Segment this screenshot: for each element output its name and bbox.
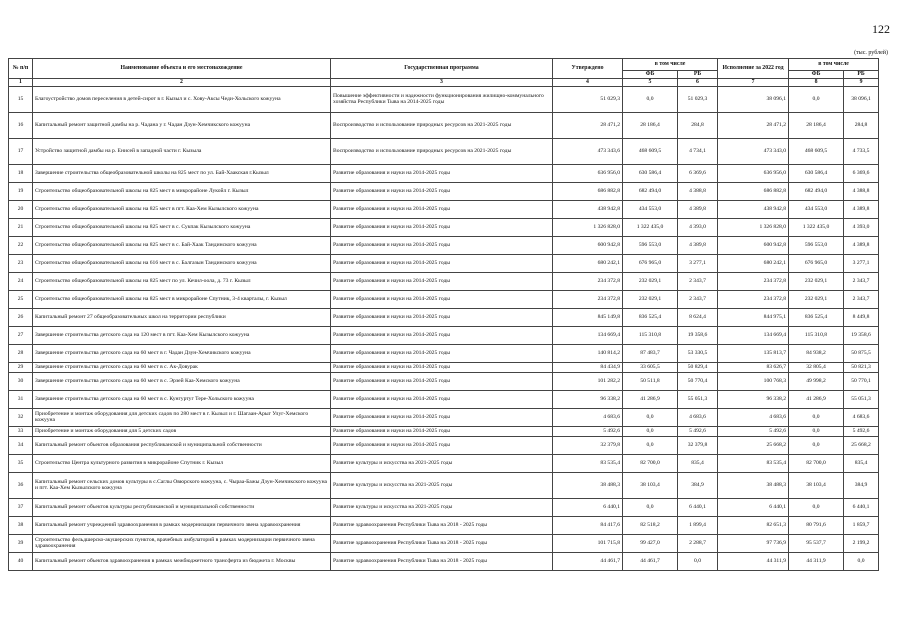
- state-program: Развитие здравоохранения Республики Тыва на 2018 - 2025 годы: [331, 552, 553, 570]
- execution-rb: 4 389,8: [844, 200, 879, 218]
- approved-rb: 2 343,7: [678, 290, 718, 308]
- approved-amount: 96 338,2: [553, 390, 623, 408]
- approved-amount: 38 488,3: [553, 472, 623, 498]
- header-name: Наименование объекта и его местонахождение: [33, 59, 331, 79]
- header-index: 8: [789, 79, 844, 87]
- row-number: 38: [9, 516, 33, 534]
- row-number: 32: [9, 408, 33, 426]
- state-program: Воспроизводство и использование природных ресурсов на 2021-2025 годы: [331, 138, 553, 164]
- execution-amount: 686 882,8: [718, 182, 789, 200]
- table-row: [9, 86, 879, 112]
- table-row: [9, 516, 879, 534]
- approved-fb: 0,0: [623, 86, 678, 112]
- execution-fb: 49 998,2: [789, 372, 844, 390]
- state-program: Развитие образования и науки на 2014-2025 годы: [331, 308, 553, 326]
- approved-fb: 682 494,0: [623, 182, 678, 200]
- state-program: Развитие образования и науки на 2014-2025 годы: [331, 182, 553, 200]
- approved-fb: 50 511,8: [623, 372, 678, 390]
- execution-fb: 32 805,4: [789, 362, 844, 372]
- execution-fb: 836 525,4: [789, 308, 844, 326]
- execution-amount: 473 343,0: [718, 138, 789, 164]
- approved-fb: 232 029,1: [623, 272, 678, 290]
- table-row: [9, 372, 879, 390]
- object-name: Капитальный ремонт сельских домов культуры в с.Саглы Овюрского кожууна, с. Чыраа-Бажы Дзун-Хемчикского кожууна и пгт. Каа-Хем Кызылского кожууна: [33, 472, 331, 498]
- execution-fb: 0,0: [789, 436, 844, 454]
- approved-fb: 115 310,8: [623, 326, 678, 344]
- table-row: [9, 236, 879, 254]
- execution-amount: 844 975,1: [718, 308, 789, 326]
- table-row: [9, 344, 879, 362]
- row-number: 25: [9, 290, 33, 308]
- execution-amount: 38 488,3: [718, 472, 789, 498]
- budget-table: [8, 58, 879, 571]
- approved-amount: 101 282,2: [553, 372, 623, 390]
- header-rb-2: РБ: [844, 71, 879, 79]
- execution-rb: 6 440,1: [844, 498, 879, 516]
- object-name: Капитальный ремонт объектов образования республиканской и муниципальной собственности: [33, 436, 331, 454]
- approved-rb: 19 358,6: [678, 326, 718, 344]
- execution-amount: 600 942,8: [718, 236, 789, 254]
- approved-rb: 1 899,4: [678, 516, 718, 534]
- row-number: 31: [9, 390, 33, 408]
- execution-fb: 676 965,0: [789, 254, 844, 272]
- execution-fb: 1 322 435,0: [789, 218, 844, 236]
- header-execution: Исполнение за 2022 год: [718, 59, 789, 79]
- object-name: Благоустройство домов переселения в детей-сирот в г. Кызыл и с. Хову-Аксы Чеди-Хольского кожууна: [33, 86, 331, 112]
- state-program: Развитие здравоохранения Республики Тыва на 2018 - 2025 годы: [331, 516, 553, 534]
- page-number: 122: [872, 22, 890, 36]
- execution-fb: 95 537,7: [789, 534, 844, 552]
- approved-amount: 4 683,6: [553, 408, 623, 426]
- approved-amount: 438 942,8: [553, 200, 623, 218]
- execution-rb: 1 859,7: [844, 516, 879, 534]
- state-program: Развитие образования и науки на 2014-2025 годы: [331, 272, 553, 290]
- approved-amount: 1 326 828,0: [553, 218, 623, 236]
- object-name: Строительство общеобразовательной школы на 825 мест в с. Бай-Хаак Тандинского кожууна: [33, 236, 331, 254]
- execution-rb: 835,4: [844, 454, 879, 472]
- approved-fb: 434 553,0: [623, 200, 678, 218]
- state-program: Развитие образования и науки на 2014-2025 годы: [331, 290, 553, 308]
- row-number: 40: [9, 552, 33, 570]
- object-name: Строительство общеобразовательной школы на 825 мест в пгт. Каа-Хем Кызылского кожууна: [33, 200, 331, 218]
- approved-rb: 8 624,4: [678, 308, 718, 326]
- approved-rb: 51 029,3: [678, 86, 718, 112]
- execution-fb: 232 029,1: [789, 290, 844, 308]
- table-row: [9, 390, 879, 408]
- execution-fb: 232 029,1: [789, 272, 844, 290]
- execution-rb: 38 096,1: [844, 86, 879, 112]
- approved-amount: 134 669,4: [553, 326, 623, 344]
- state-program: Развитие образования и науки на 2014-2025 годы: [331, 164, 553, 182]
- table-row: [9, 182, 879, 200]
- object-name: Завершение строительства детского сада на 60 мест в с. Ак-Довурак: [33, 362, 331, 372]
- approved-amount: 680 242,1: [553, 254, 623, 272]
- approved-rb: 2 343,7: [678, 272, 718, 290]
- row-number: 23: [9, 254, 33, 272]
- header-index: 6: [678, 79, 718, 87]
- execution-amount: 4 683,6: [718, 408, 789, 426]
- table-row: [9, 272, 879, 290]
- approved-fb: 82 518,2: [623, 516, 678, 534]
- row-number: 36: [9, 472, 33, 498]
- row-number: 16: [9, 112, 33, 138]
- execution-rb: 4 389,8: [844, 236, 879, 254]
- execution-fb: 82 700,0: [789, 454, 844, 472]
- execution-fb: 41 286,9: [789, 390, 844, 408]
- object-name: Строительство Центра культурного развития в микрорайоне Спутник г. Кызыл: [33, 454, 331, 472]
- object-name: Завершение строительства детского сада на 60 мест в с. Эрзей Каа-Хемского кожууна: [33, 372, 331, 390]
- execution-amount: 1 326 828,0: [718, 218, 789, 236]
- row-number: 33: [9, 426, 33, 436]
- row-number: 30: [9, 372, 33, 390]
- table-row: [9, 218, 879, 236]
- execution-fb: 28 186,4: [789, 112, 844, 138]
- execution-rb: 0,0: [844, 552, 879, 570]
- object-name: Капитальный ремонт 27 общеобразовательных школ на территории республики: [33, 308, 331, 326]
- approved-rb: 4 388,8: [678, 182, 718, 200]
- execution-rb: 4 733,5: [844, 138, 879, 164]
- approved-fb: 0,0: [623, 408, 678, 426]
- object-name: Устройство защитной дамбы на р. Енисей в западной части г. Кызыла: [33, 138, 331, 164]
- execution-fb: 630 586,4: [789, 164, 844, 182]
- approved-amount: 28 471,2: [553, 112, 623, 138]
- header-including-2: в том числе: [789, 59, 879, 71]
- execution-fb: 596 553,0: [789, 236, 844, 254]
- execution-amount: 28 471,2: [718, 112, 789, 138]
- execution-amount: 100 768,3: [718, 372, 789, 390]
- execution-fb: 0,0: [789, 86, 844, 112]
- header-index-row: [9, 79, 879, 87]
- execution-amount: 680 242,1: [718, 254, 789, 272]
- execution-amount: 234 372,8: [718, 272, 789, 290]
- execution-amount: 134 669,4: [718, 326, 789, 344]
- state-program: Развитие образования и науки на 2014-2025 годы: [331, 390, 553, 408]
- approved-rb: 53 330,5: [678, 344, 718, 362]
- state-program: Развитие образования и науки на 2014-2025 годы: [331, 372, 553, 390]
- approved-fb: 630 586,4: [623, 164, 678, 182]
- approved-rb: 384,9: [678, 472, 718, 498]
- approved-fb: 28 186,4: [623, 112, 678, 138]
- execution-amount: 636 956,0: [718, 164, 789, 182]
- execution-fb: 0,0: [789, 408, 844, 426]
- execution-amount: 96 338,2: [718, 390, 789, 408]
- object-name: Капитальный ремонт защитной дамбы на р. Чадана у г. Чадан Дзун-Хемчикского кожууна: [33, 112, 331, 138]
- approved-rb: 0,0: [678, 552, 718, 570]
- approved-fb: 33 605,5: [623, 362, 678, 372]
- table-row: [9, 112, 879, 138]
- approved-fb: 87 483,7: [623, 344, 678, 362]
- approved-rb: 4 389,8: [678, 236, 718, 254]
- execution-rb: 2 343,7: [844, 272, 879, 290]
- row-number: 27: [9, 326, 33, 344]
- object-name: Строительство общеобразовательной школы на 825 мест в с. Сукпак Кызылского кожууна: [33, 218, 331, 236]
- approved-amount: 83 535,4: [553, 454, 623, 472]
- state-program: Развитие культуры и искусства на 2021-2025 годы: [331, 472, 553, 498]
- approved-fb: 41 286,9: [623, 390, 678, 408]
- row-number: 19: [9, 182, 33, 200]
- execution-fb: 38 103,4: [789, 472, 844, 498]
- header-fb-2: ФБ: [789, 71, 844, 79]
- state-program: Развитие образования и науки на 2014-2025 годы: [331, 200, 553, 218]
- execution-rb: 19 358,6: [844, 326, 879, 344]
- header-index: 3: [331, 79, 553, 87]
- header-fb: ФБ: [623, 71, 678, 79]
- approved-fb: 232 029,1: [623, 290, 678, 308]
- approved-amount: 84 434,9: [553, 362, 623, 372]
- state-program: Развитие образования и науки на 2014-2025 годы: [331, 436, 553, 454]
- approved-rb: 6 369,6: [678, 164, 718, 182]
- approved-amount: 6 440,1: [553, 498, 623, 516]
- execution-rb: 4 393,0: [844, 218, 879, 236]
- table-body: [9, 86, 879, 570]
- approved-rb: 50 770,4: [678, 372, 718, 390]
- execution-rb: 2 343,7: [844, 290, 879, 308]
- approved-fb: 44 461,7: [623, 552, 678, 570]
- table-row: [9, 426, 879, 436]
- approved-fb: 836 525,4: [623, 308, 678, 326]
- table-row: [9, 138, 879, 164]
- table-row: [9, 164, 879, 182]
- table-row: [9, 308, 879, 326]
- table-row: [9, 552, 879, 570]
- approved-amount: 51 029,3: [553, 86, 623, 112]
- approved-amount: 473 343,6: [553, 138, 623, 164]
- table-row: [9, 254, 879, 272]
- approved-amount: 32 379,8: [553, 436, 623, 454]
- table-row: [9, 454, 879, 472]
- execution-rb: 25 668,2: [844, 436, 879, 454]
- execution-rb: 5 492,6: [844, 426, 879, 436]
- approved-fb: 676 965,0: [623, 254, 678, 272]
- execution-fb: 468 609,5: [789, 138, 844, 164]
- state-program: Развитие образования и науки на 2014-2025 годы: [331, 218, 553, 236]
- execution-amount: 83 535,4: [718, 454, 789, 472]
- state-program: Развитие образования и науки на 2014-2025 годы: [331, 426, 553, 436]
- approved-fb: 1 322 435,0: [623, 218, 678, 236]
- object-name: Капитальный ремонт объектов культуры республиканской и муниципальной собственности: [33, 498, 331, 516]
- approved-rb: 50 829,4: [678, 362, 718, 372]
- row-number: 35: [9, 454, 33, 472]
- execution-rb: 4 388,8: [844, 182, 879, 200]
- table-row: [9, 534, 879, 552]
- header-index: 7: [718, 79, 789, 87]
- execution-rb: 55 051,3: [844, 390, 879, 408]
- approved-fb: 82 700,0: [623, 454, 678, 472]
- object-name: Завершение строительства детского сада на 60 мест в г. Чадан Дзун-Хемчикского кожууна: [33, 344, 331, 362]
- object-name: Завершение строительства детского сада на 60 мест в с. Кунгуртуг Тере-Хольского кожууна: [33, 390, 331, 408]
- approved-amount: 84 417,6: [553, 516, 623, 534]
- approved-fb: 596 553,0: [623, 236, 678, 254]
- table-row: [9, 498, 879, 516]
- execution-rb: 384,9: [844, 472, 879, 498]
- object-name: Строительство общеобразовательной школы на 616 мест в с. Балгазын Тандинского кожууна: [33, 254, 331, 272]
- row-number: 28: [9, 344, 33, 362]
- object-name: Завершение строительства общеобразовательной школы на 825 мест по ул. Бай-Хаакская г.Кызыл: [33, 164, 331, 182]
- approved-fb: 38 103,4: [623, 472, 678, 498]
- table-row: [9, 290, 879, 308]
- approved-rb: 5 492,6: [678, 426, 718, 436]
- row-number: 20: [9, 200, 33, 218]
- approved-rb: 4 734,1: [678, 138, 718, 164]
- table-row: [9, 408, 879, 426]
- table-row: [9, 362, 879, 372]
- execution-fb: 80 791,6: [789, 516, 844, 534]
- header-index: 4: [553, 79, 623, 87]
- execution-fb: 682 494,0: [789, 182, 844, 200]
- execution-fb: 84 938,2: [789, 344, 844, 362]
- approved-amount: 44 461,7: [553, 552, 623, 570]
- object-name: Завершение строительства детского сада на 120 мест в пгт. Каа-Хем Кызылского кожууна: [33, 326, 331, 344]
- object-name: Строительство общеобразовательной школы на 825 мест в микрорайоне Спутник, 3-4 кварталы, г. Кызыл: [33, 290, 331, 308]
- approved-fb: 0,0: [623, 426, 678, 436]
- execution-amount: 5 492,6: [718, 426, 789, 436]
- row-number: 21: [9, 218, 33, 236]
- header-rb: РБ: [678, 71, 718, 79]
- approved-amount: 600 942,8: [553, 236, 623, 254]
- approved-rb: 55 051,3: [678, 390, 718, 408]
- row-number: 17: [9, 138, 33, 164]
- row-number: 24: [9, 272, 33, 290]
- object-name: Приобретение и монтаж оборудования для 5 детских садов: [33, 426, 331, 436]
- execution-rb: 6 369,6: [844, 164, 879, 182]
- state-program: Развитие образования и науки на 2014-2025 годы: [331, 362, 553, 372]
- approved-amount: 686 882,8: [553, 182, 623, 200]
- state-program: Развитие образования и науки на 2014-2025 годы: [331, 408, 553, 426]
- row-number: 22: [9, 236, 33, 254]
- execution-fb: 434 553,0: [789, 200, 844, 218]
- approved-amount: 101 715,8: [553, 534, 623, 552]
- approved-fb: 0,0: [623, 436, 678, 454]
- execution-amount: 6 440,1: [718, 498, 789, 516]
- execution-rb: 50 875,5: [844, 344, 879, 362]
- table-row: [9, 200, 879, 218]
- state-program: Развитие культуры и искусства на 2021-2025 годы: [331, 498, 553, 516]
- execution-fb: 0,0: [789, 498, 844, 516]
- header-index: 5: [623, 79, 678, 87]
- approved-amount: 5 492,6: [553, 426, 623, 436]
- execution-rb: 50 770,1: [844, 372, 879, 390]
- execution-amount: 38 096,1: [718, 86, 789, 112]
- execution-amount: 234 372,8: [718, 290, 789, 308]
- row-number: 34: [9, 436, 33, 454]
- table-row: [9, 326, 879, 344]
- execution-amount: 25 668,2: [718, 436, 789, 454]
- approved-rb: 6 440,1: [678, 498, 718, 516]
- state-program: Развитие культуры и искусства на 2021-2025 годы: [331, 454, 553, 472]
- execution-amount: 97 736,9: [718, 534, 789, 552]
- execution-rb: 284,8: [844, 112, 879, 138]
- table-row: [9, 472, 879, 498]
- execution-amount: 83 626,7: [718, 362, 789, 372]
- object-name: Капитальный ремонт учреждений здравоохранения в рамках модернизации первичного звена здравоохранения: [33, 516, 331, 534]
- row-number: 29: [9, 362, 33, 372]
- execution-amount: 82 651,3: [718, 516, 789, 534]
- state-program: Развитие образования и науки на 2014-2025 годы: [331, 254, 553, 272]
- approved-fb: 99 427,0: [623, 534, 678, 552]
- execution-fb: 115 310,8: [789, 326, 844, 344]
- approved-rb: 4 683,6: [678, 408, 718, 426]
- execution-rb: 8 449,8: [844, 308, 879, 326]
- row-number: 18: [9, 164, 33, 182]
- execution-rb: 50 821,3: [844, 362, 879, 372]
- execution-fb: 0,0: [789, 426, 844, 436]
- header-index: 2: [33, 79, 331, 87]
- table-row: [9, 436, 879, 454]
- execution-amount: 44 311,9: [718, 552, 789, 570]
- approved-fb: 468 609,5: [623, 138, 678, 164]
- approved-rb: 3 277,1: [678, 254, 718, 272]
- approved-rb: 835,4: [678, 454, 718, 472]
- state-program: Развитие образования и науки на 2014-2025 годы: [331, 236, 553, 254]
- header-index: 1: [9, 79, 33, 87]
- approved-amount: 234 372,8: [553, 272, 623, 290]
- approved-amount: 636 956,0: [553, 164, 623, 182]
- row-number: 37: [9, 498, 33, 516]
- object-name: Строительство общеобразовательной школы на 825 мест по ул. Кечил-оола, д. 73 г. Кызыл: [33, 272, 331, 290]
- header-num: № п/п: [9, 59, 33, 79]
- header-including-1: в том числе: [623, 59, 718, 71]
- row-number: 15: [9, 86, 33, 112]
- approved-amount: 234 372,8: [553, 290, 623, 308]
- state-program: Развитие здравоохранения Республики Тыва на 2018 - 2025 годы: [331, 534, 553, 552]
- state-program: Развитие образования и науки на 2014-2025 годы: [331, 326, 553, 344]
- approved-rb: 32 379,8: [678, 436, 718, 454]
- row-number: 26: [9, 308, 33, 326]
- execution-amount: 135 813,7: [718, 344, 789, 362]
- object-name: Строительство общеобразовательной школы на 825 мест в микрорайоне Лукойл г. Кызыл: [33, 182, 331, 200]
- state-program: Развитие образования и науки на 2014-2025 годы: [331, 344, 553, 362]
- execution-rb: 4 683,6: [844, 408, 879, 426]
- header-index: 9: [844, 79, 879, 87]
- object-name: Приобретение и монтаж оборудования для детских садов по 280 мест в г. Кызыл и г. Шагаан-Арыг Улуг-Хемского кожууна: [33, 408, 331, 426]
- object-name: Строительство фельдшерско-акушерских пунктов, врачебных амбулаторий в рамках модернизации первичного звена здравоохранения: [33, 534, 331, 552]
- approved-rb: 2 288,7: [678, 534, 718, 552]
- execution-fb: 44 311,9: [789, 552, 844, 570]
- state-program: Повышение эффективности и надежности функционирования жилищно-коммунального хозяйства Республики Тыва на 2014-2025 годы: [331, 86, 553, 112]
- approved-fb: 0,0: [623, 498, 678, 516]
- header-program: Государственная программа: [331, 59, 553, 79]
- approved-amount: 845 149,8: [553, 308, 623, 326]
- approved-rb: 4 389,8: [678, 200, 718, 218]
- row-number: 39: [9, 534, 33, 552]
- object-name: Капитальный ремонт объектов здравоохранения в рамках межбюджетного трансферта из бюджета г. Москвы: [33, 552, 331, 570]
- units-label: (тыс. рублей): [854, 50, 888, 56]
- state-program: Воспроизводство и использование природных ресурсов на 2021-2025 годы: [331, 112, 553, 138]
- approved-rb: 4 393,0: [678, 218, 718, 236]
- header-approved: Утверждено: [553, 59, 623, 79]
- execution-rb: 3 277,1: [844, 254, 879, 272]
- approved-amount: 140 814,2: [553, 344, 623, 362]
- execution-rb: 2 199,2: [844, 534, 879, 552]
- execution-amount: 438 942,8: [718, 200, 789, 218]
- approved-rb: 284,8: [678, 112, 718, 138]
